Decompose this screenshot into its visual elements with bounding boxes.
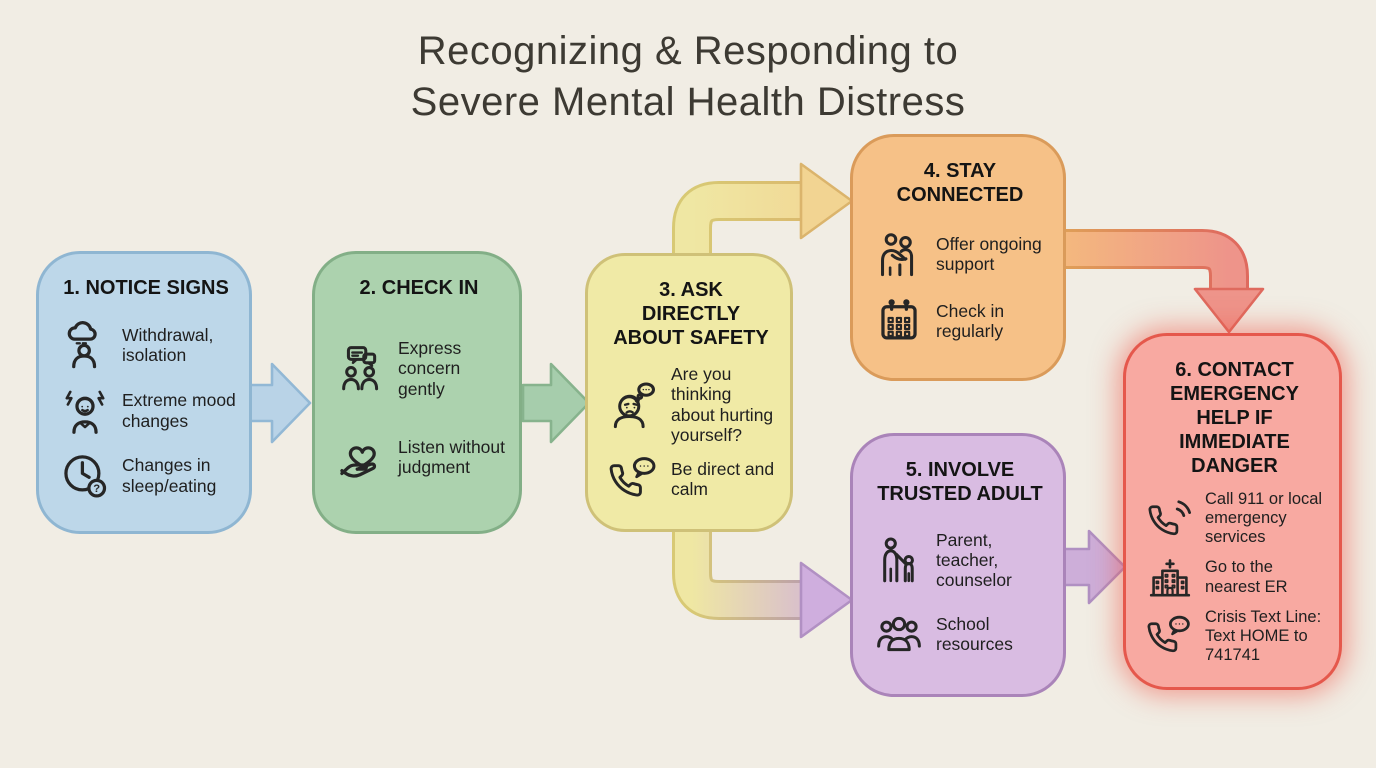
item-text: Call 911 or local emergency services: [1205, 490, 1323, 547]
item-text: Are you thinking about hurting yourself?: [671, 363, 774, 445]
clock-question-icon: [59, 450, 111, 502]
step-involve-trusted-adult: [850, 433, 1066, 697]
list-item: [608, 453, 778, 505]
group-icon: [873, 608, 925, 660]
item-text: Express concern gently: [398, 338, 462, 399]
phone-chat-icon: [1146, 612, 1194, 660]
item-text: Check in regularly: [936, 300, 1005, 341]
step-1-items: [55, 306, 237, 515]
list-item: [1146, 554, 1327, 602]
item-text: Crisis Text Line: Text HOME to 741741: [1205, 607, 1322, 664]
hospital-icon: [1146, 554, 1194, 602]
step-6-items: [1142, 484, 1327, 671]
svg-text:?: ?: [93, 482, 101, 495]
step-ask-about-safety: [585, 253, 793, 532]
arrow-check-in-to-ask: [523, 364, 589, 442]
calendar-icon: [873, 295, 925, 347]
adult-child-icon: [873, 534, 925, 586]
cloud-person-icon: [59, 319, 111, 371]
step-5-title: 5. INVOLVE TRUSTED ADULT: [877, 459, 1043, 505]
item-text: Offer ongoing support: [936, 233, 1042, 274]
item-text: Go to the nearest ER: [1205, 558, 1288, 596]
arrow-ask-to-stay-connected: [692, 164, 852, 262]
list-item: [873, 530, 1051, 591]
list-item: [873, 228, 1051, 280]
arrow-trusted-adult-to-emergency: [1061, 531, 1125, 603]
arrow-notice-to-check-in: [246, 364, 310, 442]
list-item: [59, 319, 237, 371]
list-item: [873, 295, 1051, 347]
step-5-items: [869, 512, 1051, 678]
step-3-items: [604, 356, 778, 513]
phone-call-icon: [1146, 495, 1194, 543]
list-item: [59, 385, 237, 437]
step-2-title: 2. CHECK IN: [359, 277, 479, 299]
step-stay-connected: [850, 134, 1066, 381]
arrow-stay-connected-to-emergency: [1061, 249, 1263, 332]
page-title-line-1: Recognizing & Responding to: [417, 29, 959, 73]
list-item: [1146, 608, 1327, 665]
step-contact-emergency-help: [1123, 333, 1342, 690]
step-1-title: 1. NOTICE SIGNS: [63, 277, 229, 299]
step-4-title: 4. STAY CONNECTED: [896, 160, 1024, 206]
item-text: Changes in sleep/eating: [122, 455, 217, 496]
item-text: Withdrawal, isolation: [122, 324, 214, 366]
support-hug-icon: [873, 228, 925, 280]
list-item: [335, 431, 507, 483]
item-text: Be direct and calm: [671, 458, 775, 500]
list-item: [335, 338, 507, 399]
list-item: [608, 364, 778, 445]
list-item: [873, 608, 1051, 660]
phone-chat-icon: [608, 453, 660, 505]
item-text: School resources: [936, 614, 1013, 655]
item-text: Listen without judgment: [398, 436, 506, 477]
item-text: Extreme mood changes: [122, 390, 236, 431]
item-text: Parent, teacher, counselor: [936, 529, 1012, 591]
worried-person-icon: [608, 379, 660, 431]
page-title-line-2: Severe Mental Health Distress: [410, 80, 966, 125]
step-3-title: 3. ASK DIRECTLY ABOUT SAFETY: [613, 279, 769, 349]
list-item: [59, 450, 237, 502]
step-check-in: [312, 251, 522, 534]
step-4-items: [869, 213, 1051, 362]
step-2-items: [331, 306, 507, 515]
arrow-ask-to-trusted-adult: [692, 526, 852, 637]
conversation-icon: [335, 342, 387, 394]
step-6-title: 6. CONTACT EMERGENCY HELP IF IMMEDIATE DANGER: [1170, 359, 1299, 477]
mood-swings-icon: [59, 385, 111, 437]
heart-hand-icon: [335, 431, 387, 483]
step-notice-signs: [36, 251, 252, 534]
list-item: [1146, 490, 1327, 547]
